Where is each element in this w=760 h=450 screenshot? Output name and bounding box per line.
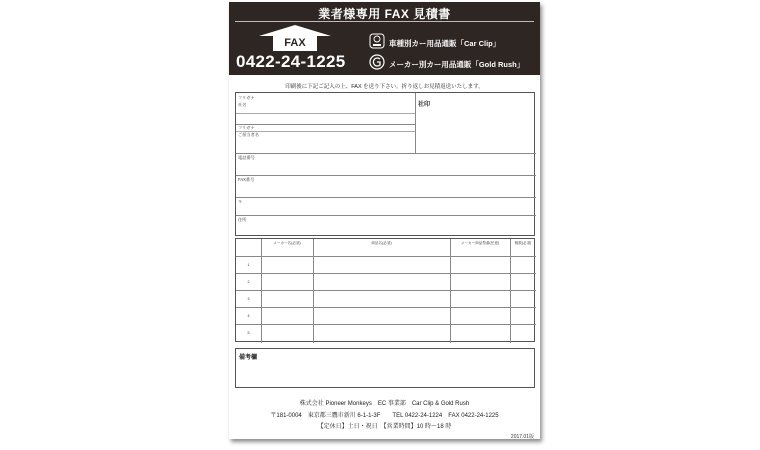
company-address: 〒181-0004 東京都三鷹市新川 6-1-1-3F TEL 0422-24-1224 FAX 0422-24-1225 xyxy=(270,413,499,419)
header-divider xyxy=(235,21,534,22)
postal-code-field[interactable]: 〒 xyxy=(238,199,243,204)
version-date: 2017.01版 xyxy=(510,434,534,440)
stamp-divider xyxy=(415,93,416,153)
company-name-field[interactable]: 社名 xyxy=(238,102,247,107)
furigana-label: フリガナ xyxy=(238,95,255,100)
gold-rush-shop-name: メーカー別カー用品通販「Gold Rush」 xyxy=(389,60,525,69)
column-divider xyxy=(510,239,511,343)
fax-number: 0422-24-1225 xyxy=(236,52,346,71)
fax-field[interactable]: FAX番号 xyxy=(238,177,255,182)
person-name-field[interactable]: ご担当者名 xyxy=(238,132,259,137)
fax-estimate-sheet xyxy=(229,2,540,439)
address-field[interactable]: 住所 xyxy=(238,217,247,222)
row-divider xyxy=(236,307,536,308)
line xyxy=(236,124,415,125)
column-header-model: メーカー商品型番(任意) xyxy=(460,241,500,245)
phone-field[interactable]: 電話番号 xyxy=(238,155,255,160)
row-number: 1 xyxy=(247,263,250,267)
line xyxy=(236,113,415,114)
customer-form xyxy=(235,92,535,236)
line xyxy=(236,131,415,132)
row-divider xyxy=(236,256,536,257)
row-divider xyxy=(236,273,536,274)
row-divider xyxy=(236,324,536,325)
company-info: 株式会社 Pioneer Monkeys EC 事業部 Car Clip & Gold Rush xyxy=(299,401,470,407)
business-hours: 【定休日】土日・祝日 【営業時間】10 時～18 時 xyxy=(317,424,452,430)
car-clip-logo-icon xyxy=(369,33,385,49)
row-number: 2 xyxy=(247,280,250,284)
column-divider xyxy=(450,239,451,343)
remarks-box[interactable] xyxy=(235,348,535,388)
company-stamp-field[interactable]: 社印 xyxy=(418,102,431,108)
line xyxy=(236,197,536,198)
sheet-header xyxy=(229,2,540,75)
instruction-text: 印刷後に下記ご記入の上、FAX を送り下さい。折り返しお見積返送いたします。 xyxy=(285,84,484,90)
row-number: 4 xyxy=(247,314,250,318)
furigana-label: フリガナ xyxy=(238,125,255,130)
line xyxy=(236,153,536,154)
line xyxy=(236,215,536,216)
gold-rush-logo-icon xyxy=(369,54,385,70)
column-header-maker: メーカー名(必須) xyxy=(273,241,301,245)
column-divider xyxy=(313,239,314,343)
row-number: 5 xyxy=(247,331,250,335)
column-header-product: 商品名(必須) xyxy=(371,241,392,245)
row-divider xyxy=(236,290,536,291)
order-table xyxy=(235,238,535,342)
fax-label: FAX xyxy=(284,37,306,49)
column-divider xyxy=(261,239,262,343)
line xyxy=(236,175,536,176)
sheet-title: 業者様専用 FAX 見積書 xyxy=(318,7,451,21)
row-number: 3 xyxy=(247,297,250,301)
column-header-qty: 個数(必須) xyxy=(514,241,532,245)
car-clip-shop-name: 車種別カー用品通販「Car Clip」 xyxy=(389,39,501,48)
remarks-label: 備考欄 xyxy=(239,355,258,361)
